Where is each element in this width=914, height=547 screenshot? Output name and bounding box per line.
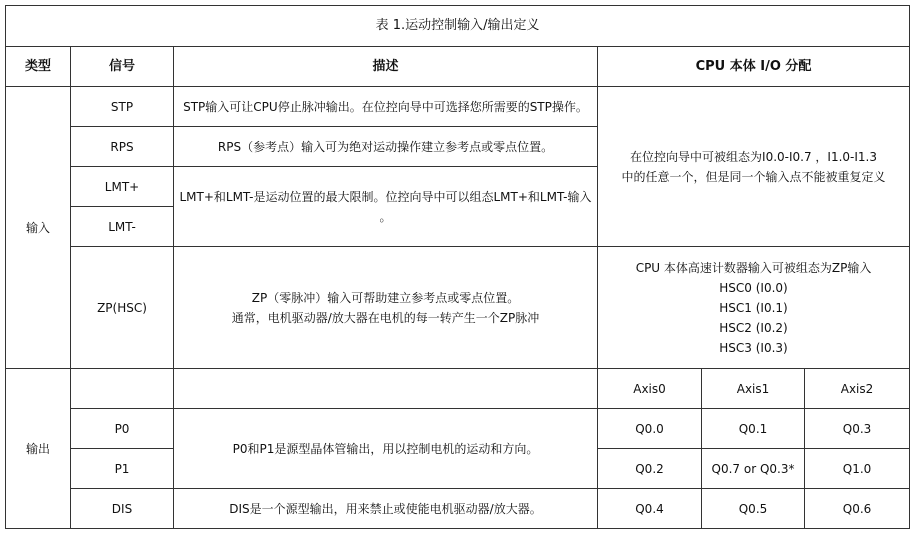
caption-row xyxy=(6,6,910,47)
desc-zp xyxy=(174,247,598,369)
desc-stp: STP输入可让CPU停止脉冲输出。在位控向导中可选择您所需要的STP操作。 xyxy=(174,87,598,127)
desc-lmt-line-1: LMT+和LMT-是运动位置的最大限制。位控向导中可以组态LMT+和LMT-输入 xyxy=(179,189,592,204)
table-row-axis-header xyxy=(6,369,910,409)
cpu-alloc-line-2: 中的任意一个，但是同一个输入点不能被重复定义 xyxy=(621,169,886,184)
desc-zp-line-2: 通常，电机驱动器/放大器在电机的每一转产生一个ZP脉冲 xyxy=(231,310,540,325)
p1-axis-1: Q0.7 or Q0.3* xyxy=(702,449,805,489)
type-input: 输入 xyxy=(6,87,71,369)
desc-lmt xyxy=(174,167,598,247)
io-definition-table-frame xyxy=(5,5,909,542)
type-output: 输出 xyxy=(6,369,71,529)
p0-axis-2: Q0.3 xyxy=(805,409,910,449)
desc-empty xyxy=(174,369,598,409)
desc-lmt-line-2: 。 xyxy=(379,209,392,224)
signal-stp: STP xyxy=(71,87,174,127)
signal-rps: RPS xyxy=(71,127,174,167)
table-row-stp xyxy=(6,87,910,127)
header-row xyxy=(6,47,910,87)
desc-rps: RPS（参考点）输入可为绝对运动操作建立参考点或零点位置。 xyxy=(174,127,598,167)
dis-axis-1: Q0.5 xyxy=(702,489,805,529)
table-row-zp xyxy=(6,247,910,369)
cpu-zp-line-3: HSC1 (I0.1) xyxy=(719,300,788,315)
desc-dis: DIS是一个源型输出，用来禁止或使能电机驱动器/放大器。 xyxy=(174,489,598,529)
cpu-zp-line-4: HSC2 (I0.2) xyxy=(719,320,788,335)
cpu-zp-line-1: CPU 本体高速计数器输入可被组态为ZP输入 xyxy=(635,260,872,275)
signal-empty xyxy=(71,369,174,409)
table-row-dis xyxy=(6,489,910,529)
signal-p0: P0 xyxy=(71,409,174,449)
axis-1-header: Axis1 xyxy=(702,369,805,409)
desc-p0-p1: P0和P1是源型晶体管输出，用以控制电机的运动和方向。 xyxy=(174,409,598,489)
io-definition-table xyxy=(5,5,910,529)
signal-lmt-plus: LMT+ xyxy=(71,167,174,207)
axis-0-header: Axis0 xyxy=(598,369,702,409)
p1-axis-2: Q1.0 xyxy=(805,449,910,489)
axis-2-header: Axis2 xyxy=(805,369,910,409)
signal-lmt-minus: LMT- xyxy=(71,207,174,247)
dis-axis-0: Q0.4 xyxy=(598,489,702,529)
cpu-alloc-inputs xyxy=(598,87,910,247)
table-row-p0 xyxy=(6,409,910,449)
cpu-alloc-zp xyxy=(598,247,910,369)
signal-p1: P1 xyxy=(71,449,174,489)
p0-axis-0: Q0.0 xyxy=(598,409,702,449)
desc-zp-line-1: ZP（零脉冲）输入可帮助建立参考点或零点位置。 xyxy=(251,290,520,305)
header-signal: 信号 xyxy=(71,47,174,87)
header-description: 描述 xyxy=(174,47,598,87)
header-type: 类型 xyxy=(6,47,71,87)
cpu-zp-line-2: HSC0 (I0.0) xyxy=(719,280,788,295)
p0-axis-1: Q0.1 xyxy=(702,409,805,449)
table-caption: 表 1.运动控制输入/输出定义 xyxy=(6,6,910,47)
signal-zp: ZP(HSC) xyxy=(71,247,174,369)
dis-axis-2: Q0.6 xyxy=(805,489,910,529)
signal-dis: DIS xyxy=(71,489,174,529)
cpu-alloc-line-1: 在位控向导中可被组态为I0.0-I0.7 ，I1.0-I1.3 xyxy=(630,149,877,164)
p1-axis-0: Q0.2 xyxy=(598,449,702,489)
header-cpu-io: CPU 本体 I/O 分配 xyxy=(598,47,910,87)
cpu-zp-line-5: HSC3 (I0.3) xyxy=(719,340,788,355)
